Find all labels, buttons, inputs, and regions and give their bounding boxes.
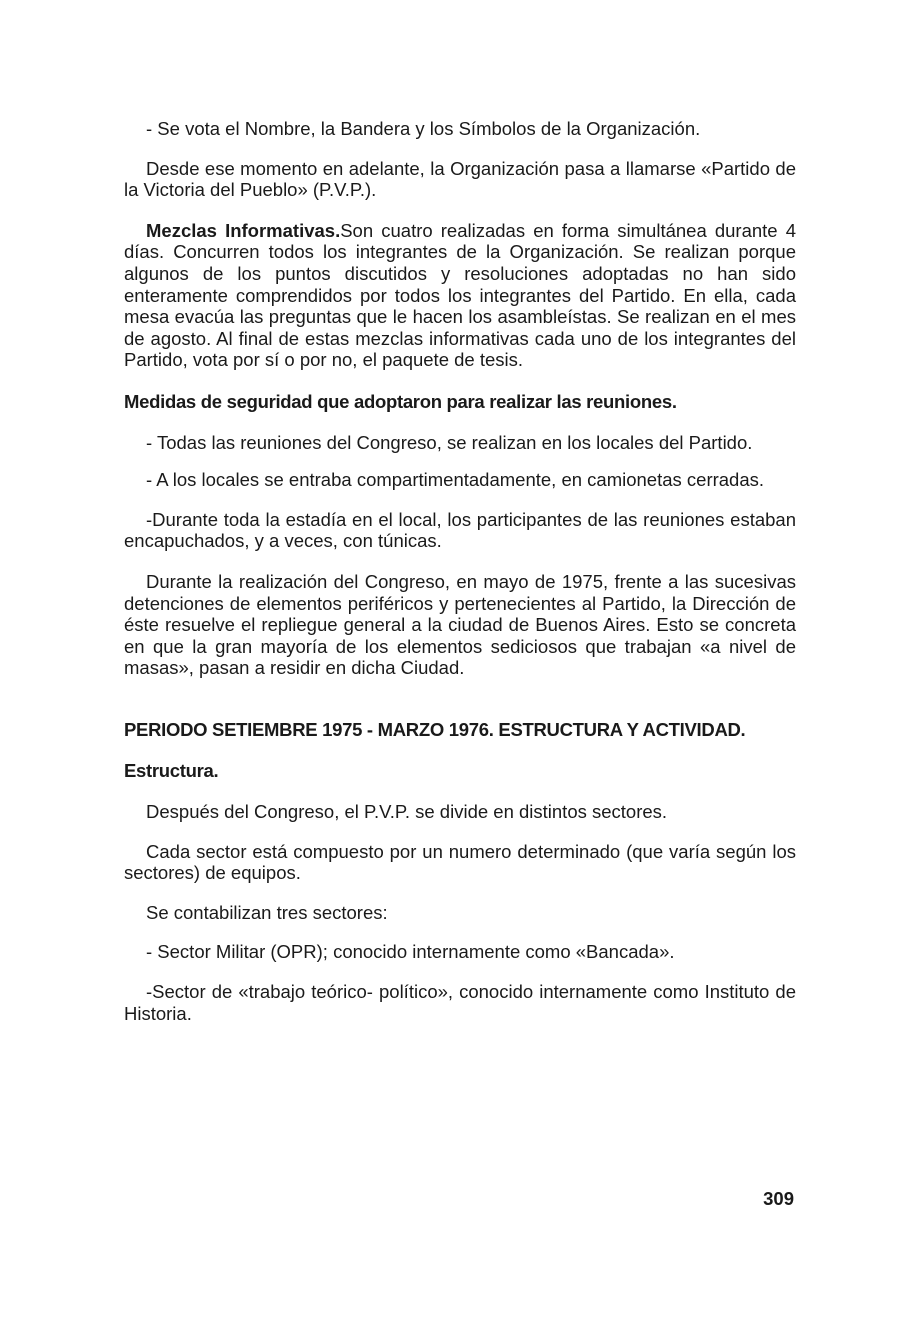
paragraph-security-3: -Durante toda la estadía en el local, los participantes de las reuniones estaban encapuchados, y a veces, con túnicas.: [124, 508, 796, 552]
security-heading: Medidas de seguridad que adoptaron para realizar las reuniones.: [124, 390, 677, 412]
paragraph-sector-composition: Cada sector está compuesto por un numero determinado (que varía según los sectores) de equipos.: [124, 840, 796, 884]
estructura-heading: Estructura.: [124, 760, 219, 782]
mezclas-title: Mezclas Informativas.: [146, 219, 341, 241]
paragraph-mezclas: [124, 220, 796, 371]
paragraph-rename: Desde ese momento en adelante, la Organización pasa a llamarse «Partido de la Victoria del Pueblo» (P.V.P.).: [124, 157, 796, 201]
paragraph-vote-name: - Se vota el Nombre, la Bandera y los Símbolos de la Organización.: [146, 118, 701, 139]
paragraph-congress: Durante la realización del Congreso, en mayo de 1975, frente a las sucesivas detenciones de elementos periféricos y pertenecientes al Partido, la Dirección de éste resuelve el repliegue general a la ciudad de Buenos Aires. Esto se concreta en que la gran mayoría de los elementos sediciosos que trabajan «a nivel de masas», pasan a residir en dicha Ciudad.: [124, 570, 796, 679]
paragraph-theory: -Sector de «trabajo teórico- político», conocido internamente como Instituto de Historia.: [124, 981, 796, 1024]
paragraph-security-1: - Todas las reuniones del Congreso, se realizan en los locales del Partido.: [146, 431, 753, 453]
paragraph-military: - Sector Militar (OPR); conocido internamente como «Bancada».: [146, 941, 675, 963]
mezclas-body: Son cuatro realizadas en forma simultánea durante 4 días. Concurren todos los integrantes de la Organización. Se realizan porque algunos de los puntos discutidos y resoluciones adoptadas no han sido enteramente comprendidos por todos los integrantes del Partido. En ella, cada mesa evacúa las preguntas que le hacen los asambleístas. Se realizan en el mes de agosto. Al final de estas mezclas informativas cada uno de los integrantes del Partido, vota por sí o por no, el paquete de tesis.: [124, 219, 796, 371]
paragraph-three-sectors: Se contabilizan tres sectores:: [146, 901, 388, 923]
document-page: [124, 114, 796, 1024]
period-heading: PERIODO SETIEMBRE 1975 - MARZO 1976. ESTRUCTURA Y ACTIVIDAD.: [124, 718, 746, 740]
page-number: 309: [763, 1188, 794, 1209]
paragraph-security-2: - A los locales se entraba compartimentadamente, en camionetas cerradas.: [146, 469, 765, 491]
paragraph-sectors: Después del Congreso, el P.V.P. se divide en distintos sectores.: [146, 801, 668, 823]
